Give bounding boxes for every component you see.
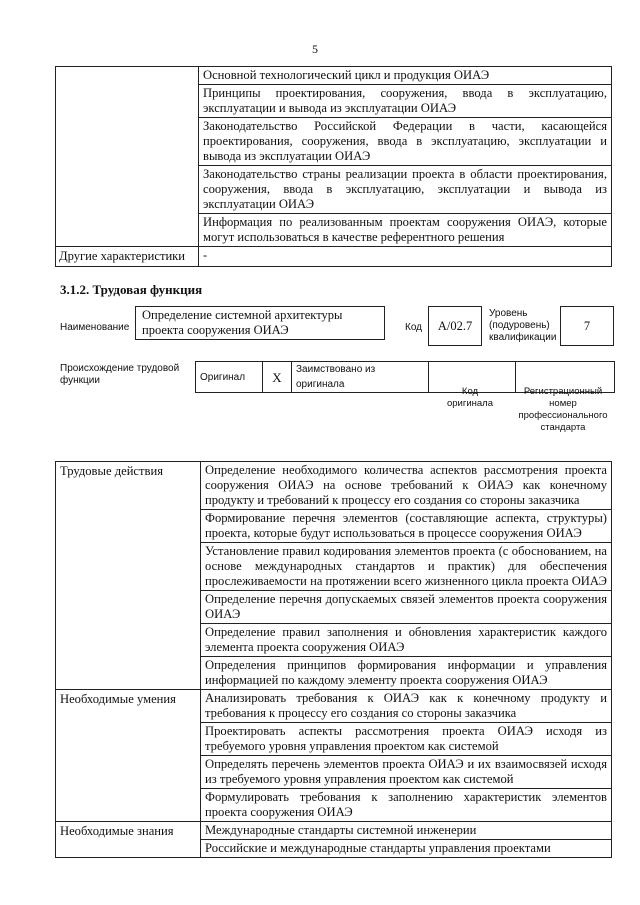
page-number: 5 (312, 42, 318, 56)
qualification-level-label: Уровень (подуровень) квалификации (489, 308, 557, 343)
knowledge-item: Международные стандарты системной инженерии (201, 822, 612, 840)
skills-label: Необходимые умения (56, 690, 201, 822)
other-characteristics-value: - (199, 247, 612, 267)
other-characteristics-label: Другие характеристики (56, 247, 199, 267)
code-label: Код (405, 322, 423, 333)
labor-actions-label: Трудовые действия (56, 462, 201, 690)
original-label: Оригинал (196, 362, 263, 393)
name-label: Наименование (60, 322, 130, 333)
labor-action-item: Установление правил кодирования элементов проекта (с обоснованием, на основе международных стандартов и практик) для обеспечения прослеживаемости на протяжении всего жизненного цикла проекта ОИАЭ (201, 543, 612, 591)
knowledge-item: Законодательство страны реализации проекта в области проектирования, сооружения, ввода в эксплуатацию, эксплуатации и вывода из эксплуатации ОИАЭ (199, 166, 612, 214)
origin-label: Происхождение трудовой функции (60, 363, 180, 386)
knowledge-continuation-table (55, 66, 612, 267)
labor-action-item: Определение необходимого количества аспектов рассмотрения проекта сооружения ОИАЭ на основе требований к ОИАЭ как конечному продукту и требований к процессу его создания со стороны заказчика (201, 462, 612, 510)
labor-function-table (55, 461, 612, 858)
skill-item: Проектировать аспекты рассмотрения проекта ОИАЭ исходя из требуемого уровня управления проектом как системой (201, 723, 612, 756)
knowledge-item: Информация по реализованным проектам сооружения ОИАЭ, которые могут использоваться в качестве референтного решения (199, 214, 612, 247)
original-mark: X (263, 362, 292, 393)
qualification-level-box: 7 (560, 306, 614, 346)
knowledge-item: Принципы проектирования, сооружения, ввода в эксплуатацию, эксплуатации и вывода из эксплуатации ОИАЭ (199, 85, 612, 118)
empty-label-cell (56, 67, 199, 247)
labor-action-item: Определение правил заполнения и обновления характеристик каждого элемента проекта сооружения ОИАЭ (201, 624, 612, 657)
labor-action-item: Определение перечня допускаемых связей элементов проекта сооружения ОИАЭ (201, 591, 612, 624)
section-title: 3.1.2. Трудовая функция (60, 282, 203, 297)
knowledge-item: Российские и международные стандарты управления проектами (201, 840, 612, 858)
function-name-box: Определение системной архитектуры проекта сооружения ОИАЭ (135, 306, 385, 340)
knowledge-label: Необходимые знания (56, 822, 201, 858)
code-value-box: А/02.7 (428, 306, 482, 346)
labor-action-item: Формирование перечня элементов (составляющие аспекта, структуры) проекта, которые будут использоваться в процессе сооружения ОИАЭ (201, 510, 612, 543)
knowledge-item: Основной технологический цикл и продукция ОИАЭ (199, 67, 612, 85)
code-original-label: Код оригинала (446, 386, 493, 409)
reg-number-label: Регистрационный номер профессионального стандарта (518, 386, 608, 433)
knowledge-item: Законодательство Российской Федерации в части, касающейся проектирования, сооружения, ввода в эксплуатацию, эксплуатации и вывода из эксплуатации ОИАЭ (199, 118, 612, 166)
skill-item: Определять перечень элементов проекта ОИАЭ и их взаимосвязей исходя из требуемого уровня управления проектом как системой (201, 756, 612, 789)
skill-item: Формулировать требования к заполнению характеристик элементов проекта сооружения ОИАЭ (201, 789, 612, 822)
borrowed-label: Заимствовано из оригинала (292, 362, 429, 393)
skill-item: Анализировать требования к ОИАЭ как к конечному продукту и требования к процессу его создания со стороны заказчика (201, 690, 612, 723)
labor-action-item: Определения принципов формирования информации и управления информацией по каждому элементу проекта сооружения ОИАЭ (201, 657, 612, 690)
